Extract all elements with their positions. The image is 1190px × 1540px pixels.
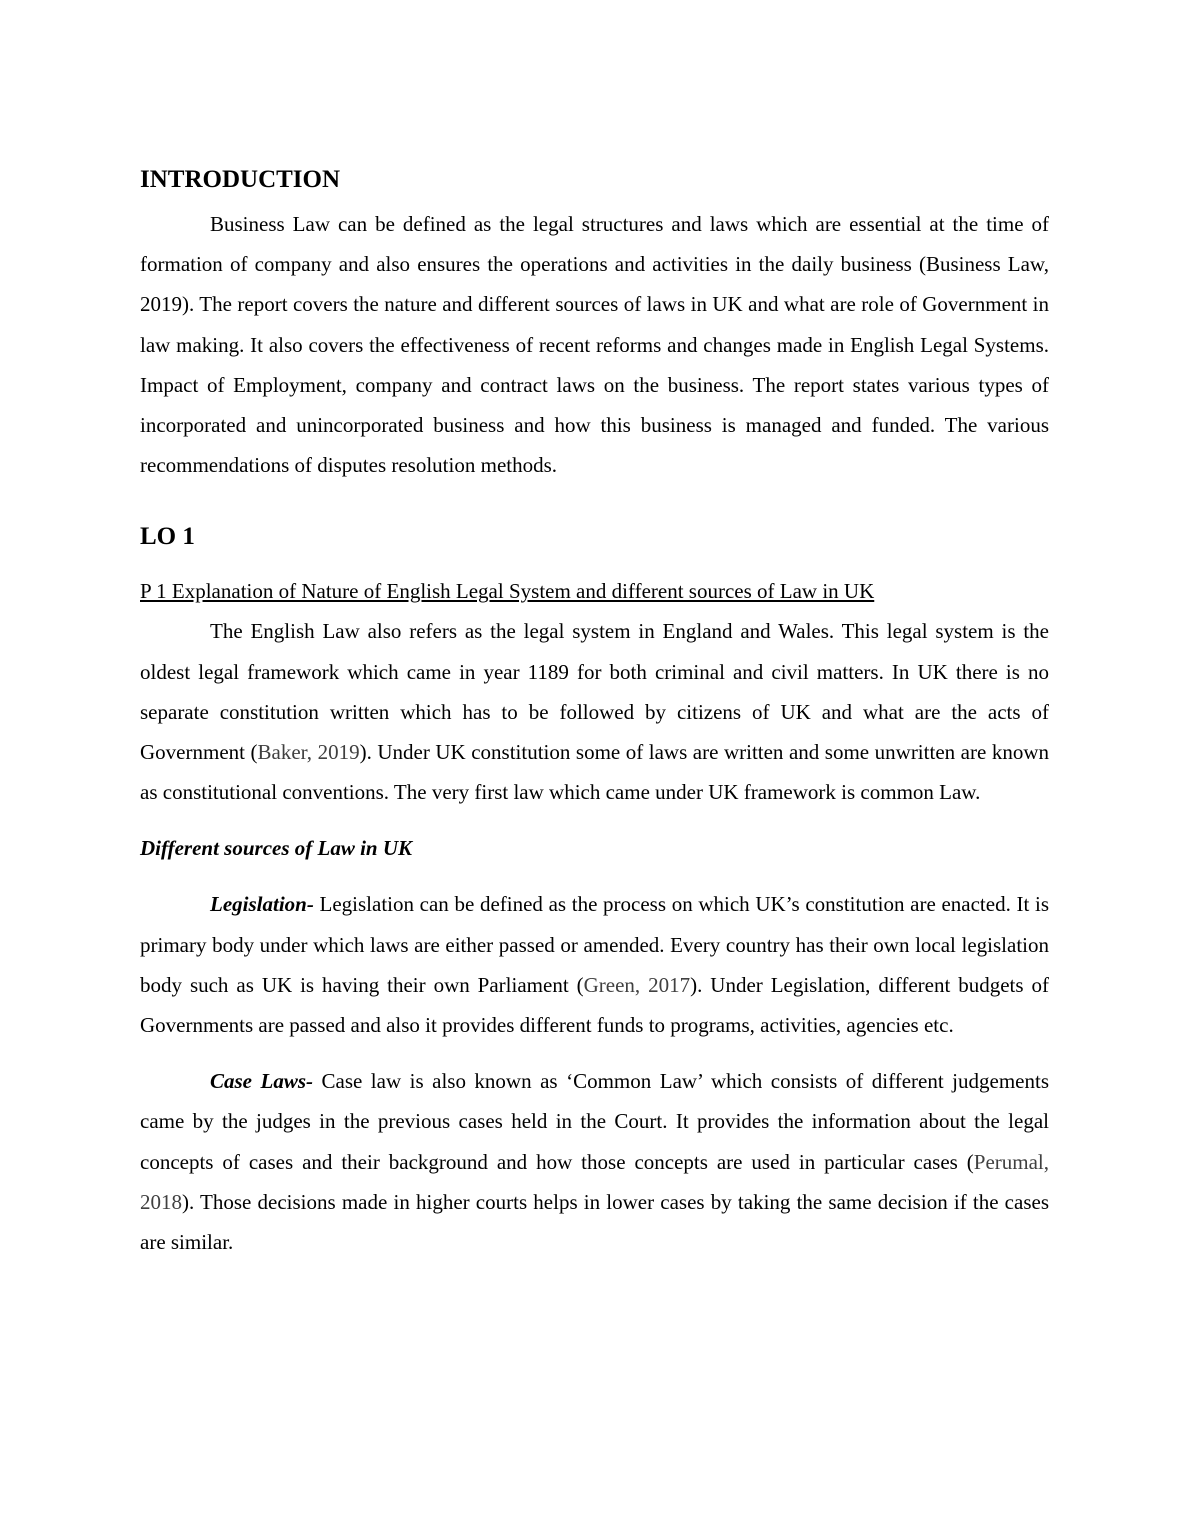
introduction-paragraph: Business Law can be defined as the legal structures and laws which are essential at the time of formation of company and also ensures the operations and activities in the daily business (Business Law, 2019). The report covers the nature and different sources of laws in UK and what are role of Government in law making. It also covers the effectiveness of recent reforms and changes made in English Legal Systems. Impact of Employment, company and contract laws on the business. The report states various types of incorporated and unincorporated business and how this business is managed and funded. The various recommendations of disputes resolution methods. [140,212,1049,478]
text: Legislation can be defined as the process on which UK’s constitution are enacted. It is primary body under which laws are either passed or amended. Every country has their own local legislation body such as UK is having their own Parliament ( [140,892,1049,997]
p1-subheading: P 1 Explanation of Nature of English Legal System and different sources of Law in UK [140,579,875,604]
english-law-paragraph [140,611,1049,812]
text: ). Those decisions made in higher courts helps in lower cases by taking the same decision if the cases are similar. [140,1189,1049,1255]
case-laws-paragraph [140,1061,1049,1262]
legislation-paragraph [140,884,1049,1045]
citation: Perumal, 2018 [140,1149,1049,1214]
case-laws-term: Case Laws- [210,1069,313,1094]
text: The English Law also refers as the legal system in England and Wales. This legal system is the oldest legal framework which came in year 1189 for both criminal and civil matters. In UK there is no separate constitution written which has to be followed by citizens of UK and what are the acts of Government ( [140,619,1049,765]
text: ). Under Legislation, different budgets of Governments are passed and also it provides different funds to programs, activities, agencies etc. [140,972,1049,1038]
text: Case law is also known as ‘Common Law’ which consists of different judgements came by the judges in the previous cases held in the Court. It provides the information about the legal concepts of cases and their background and how those concepts are used in particular cases ( [140,1069,1049,1174]
introduction-heading: INTRODUCTION [140,166,341,193]
citation: Baker, 2019 [257,740,360,765]
legislation-term: Legislation- [210,892,314,917]
text: ). Under UK constitution some of laws are written and some unwritten are known as constitutional conventions. The very first law which came under UK framework is common Law. [140,740,1049,805]
lo1-heading: LO 1 [140,523,195,551]
sources-heading: Different sources of Law in UK [140,836,413,861]
citation: Green, 2017 [583,972,691,997]
document-page [140,160,1049,1262]
